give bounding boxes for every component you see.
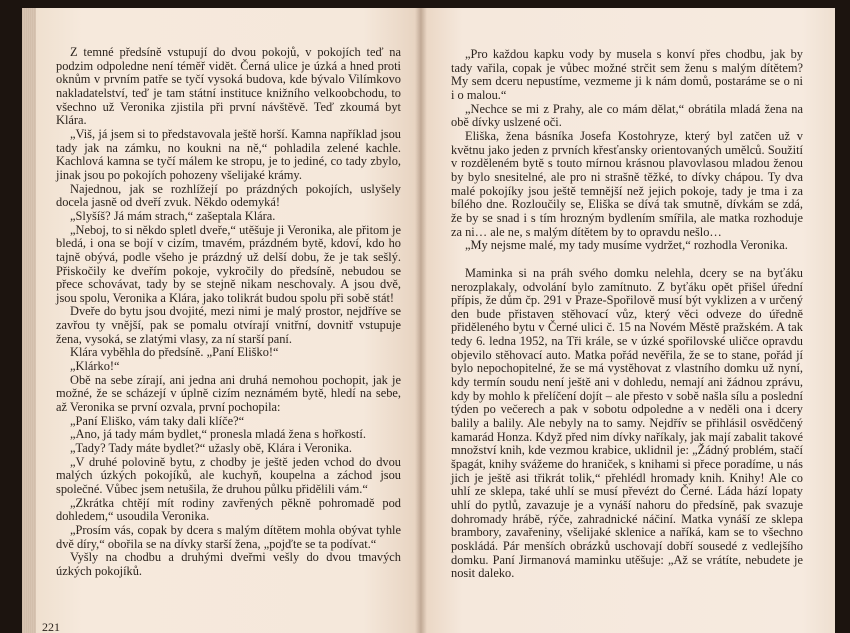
paragraph: „Prosím vás, copak by dcera s malým dítětem mohla obývat tyhle dvě díry,“ obořila se na dívky starší žena, „pojďte se ta podívat.“ bbox=[56, 522, 401, 551]
paragraph: „Slyšíš? Já mám strach,“ zašeptala Klára. bbox=[70, 208, 276, 223]
paragraph: „My nejsme malé, my tady musíme vydržet,“ rozhodla Veronika. bbox=[465, 238, 788, 253]
page-edges bbox=[22, 8, 36, 633]
right-page-text bbox=[451, 48, 803, 581]
left-page bbox=[36, 8, 421, 633]
paragraph: Z temné předsíně vstupují do dvou pokojů, v pokojích teď na podzim odpoledne není téměř vidět. Černá ulice je úzká a hned proti oknům v prvním patře se tyčí vysoká budova, kde bývalo Vilímkovo nakladatelství, teď je tam státní instituce knižního velkoobchodu, to všechno už Veronika zjistila při první návštěvě. Teď zkoumá byt Klára. bbox=[56, 45, 401, 128]
paragraph: Klára vyběhla do předsíně. „Paní Eliško!“ bbox=[70, 345, 279, 360]
left-page-text bbox=[56, 46, 401, 579]
page-number: 221 bbox=[42, 620, 60, 633]
paragraph: Dveře do bytu jsou dvojité, mezi nimi je malý prostor, nejdříve se zavřou ty vnější, pak se pomalu otvírají vnitřní, dovnitř vstupuje žena, vysoká, se zlatými vlasy, za ní starší paní. bbox=[56, 304, 401, 346]
paragraph: Maminka si na práh svého domku nelehla, dcery se na byťáku nerozplakaly, odvolání bylo zamítnuto. Z byťáku opět přišel úřední přípis, že dům čp. 291 v Praze-Spořilově musí být vyklizen a v určený den bude přistaven stěhovací vůz, který věci odveze do úředně přiděleného bytu v Černé ulici č. 15 na Novém Městě pražském. A tak tedy 6. ledna 1952, na Tři krále, se v úzké spořilovské uličce opravdu objevilo stěhovací auto. Matka pořád nevěřila, že se to stane, pořád jí bylo nepochopitelné, že se má vystěhovat z vlastního domku už nyní, kdy termín soudu není ještě ani v dohledu, nemají ani žádnou zprávu, kdy by mohlo k přelíčení dojít – ale přesto v sobě našla sílu a poslední týden po večerech a pak v sobotu odpoledne a v neděli ona i dcery balily a balily. Ale nebyly na to samy. Nejdřív se přihlásil osvědčený kamarád Honza. Když před nim dívky naříkaly, jak mají zabalit takové množství knih, kde vezmou krabice, uklidnil je: „Žádný problém, stačí špagát, knihy svážeme do hraniček, s knihami si přece poradíme, u nás jich je ještě asi třikrát tolik,“ přehlédl hromady knih. Knihy! Ale co uhlí ze sklepa, také uhlí se musí převézt do Černé. Láda hází lopaty uhlí do pytlů, zavazuje je a vynáší nahoru do předsíně, pak svazuje dohromady hrábě, rýče, zahradnické náčiní. Matka vynáší ze sklepa brambory, zavařeniny, všelijaké sklenice a naříká, kam se to všechno poskládá. Pár menších obrázků uschovají dobří sousedé z vedlejšího domku. Paní Jirmanová maminku utěšuje: „Až se vrátíte, nebudete je nosit daleko. bbox=[451, 265, 803, 581]
paragraph: Eliška, žena básníka Josefa Kostohryze, který byl zatčen už v květnu jako jeden z prvních křesťansky orientovaných umělců. Soužití v rozděleném bytě s touto mírnou krásnou plavovlasou mladou ženou by bylo snesitelné, ale pro ni strašně těžké, to dívky chápou. Ty dva malé pokojíky jsou ještě temnější než jejich pokoje, tady je tma i za bílého dne. Rozloučily se, Eliška se dívá tak smutně, dívkám se zdá, že by se snad i s tím hrozným bydlením smířila, ale matka rozhoduje za ni… ale ne, s malým dítětem by to opravdu nešlo… bbox=[451, 128, 803, 239]
right-page bbox=[421, 8, 835, 633]
paragraph: „Klárko!“ bbox=[70, 359, 120, 374]
paragraph: Najednou, jak se rozhlížejí po prázdných pokojích, uslyšely docela jasně od dveří zvuk. Někdo odemyká! bbox=[56, 181, 401, 210]
book-spine bbox=[415, 8, 427, 633]
paragraph: „Paní Eliško, vám taky dali klíče?“ bbox=[70, 413, 245, 428]
paragraph: „Neboj, to si někdo spletl dveře,“ utěšuje ji Veronika, ale přitom je bledá, i ona se bojí v cizím, tmavém, prázdném bytě, kdoví, kdo ho tajně obývá, podle všeho je prázdný už delší dobu, že je tak sešlý. Přiskočily ke dveřím pokoje, vykročily do předsíně, nebudou se přece schovávat, tady by se stejně nikam neschovaly. A jsou dvě, jsou spolu, Veronika a Klára, jako tolikrát budou spolu při sobě stát! bbox=[56, 222, 401, 305]
paragraph: „Zkrátka chtějí mít rodiny zavřených pěkně pohromadě pod dohledem,“ usoudila Veronika. bbox=[56, 495, 401, 524]
paragraph: Obě na sebe zírají, ani jedna ani druhá nemohou pochopit, jak je možné, že se scházejí v úplně cizím neznámém bytě, hledí na sebe, až Veronika se první ozvala, první pochopila: bbox=[56, 372, 401, 415]
paragraph: „Nechce se mi z Prahy, ale co mám dělat,“ obrátila mladá žena na obě dívky uslzené oči. bbox=[451, 101, 803, 130]
paragraph: „Pro každou kapku vody by musela s konví přes chodbu, jak by tady vařila, copak je vůbec možné strčit sem ženu s malým dítětem? My sem dceru nepustíme, vezmeme ji k nám domů, postaráme se o ni i o malou.“ bbox=[451, 47, 803, 102]
paragraph: „Viš, já jsem si to představovala ještě horší. Kamna například jsou tady jak na zámku, no koukni na ně,“ pohladila zelené kachle. Kachlová kamna se tyčí málem ke stropu, je to jediné, co tady zbylo, jinak jsou po pokojích pohozeny všelijaké krámy. bbox=[56, 126, 401, 182]
paragraph: „Ano, já tady mám bydlet,“ pronesla mladá žena s hořkostí. bbox=[70, 427, 366, 442]
paragraph: Vyšly na chodbu a druhými dveřmi vešly do dvou tmavých úzkých pokojíků. bbox=[56, 550, 401, 578]
paragraph: „Tady? Tady máte bydlet?“ užasly obě, Klára i Veronika. bbox=[70, 441, 352, 456]
paragraph: „V druhé polovině bytu, z chodby je ještě jeden vchod do dvou malých úzkých pokojíků, ale kuchyň, koupelna a záchod jsou společné. Vůbec jsem netušila, že druhou půlku přidělili vám.“ bbox=[56, 454, 401, 496]
